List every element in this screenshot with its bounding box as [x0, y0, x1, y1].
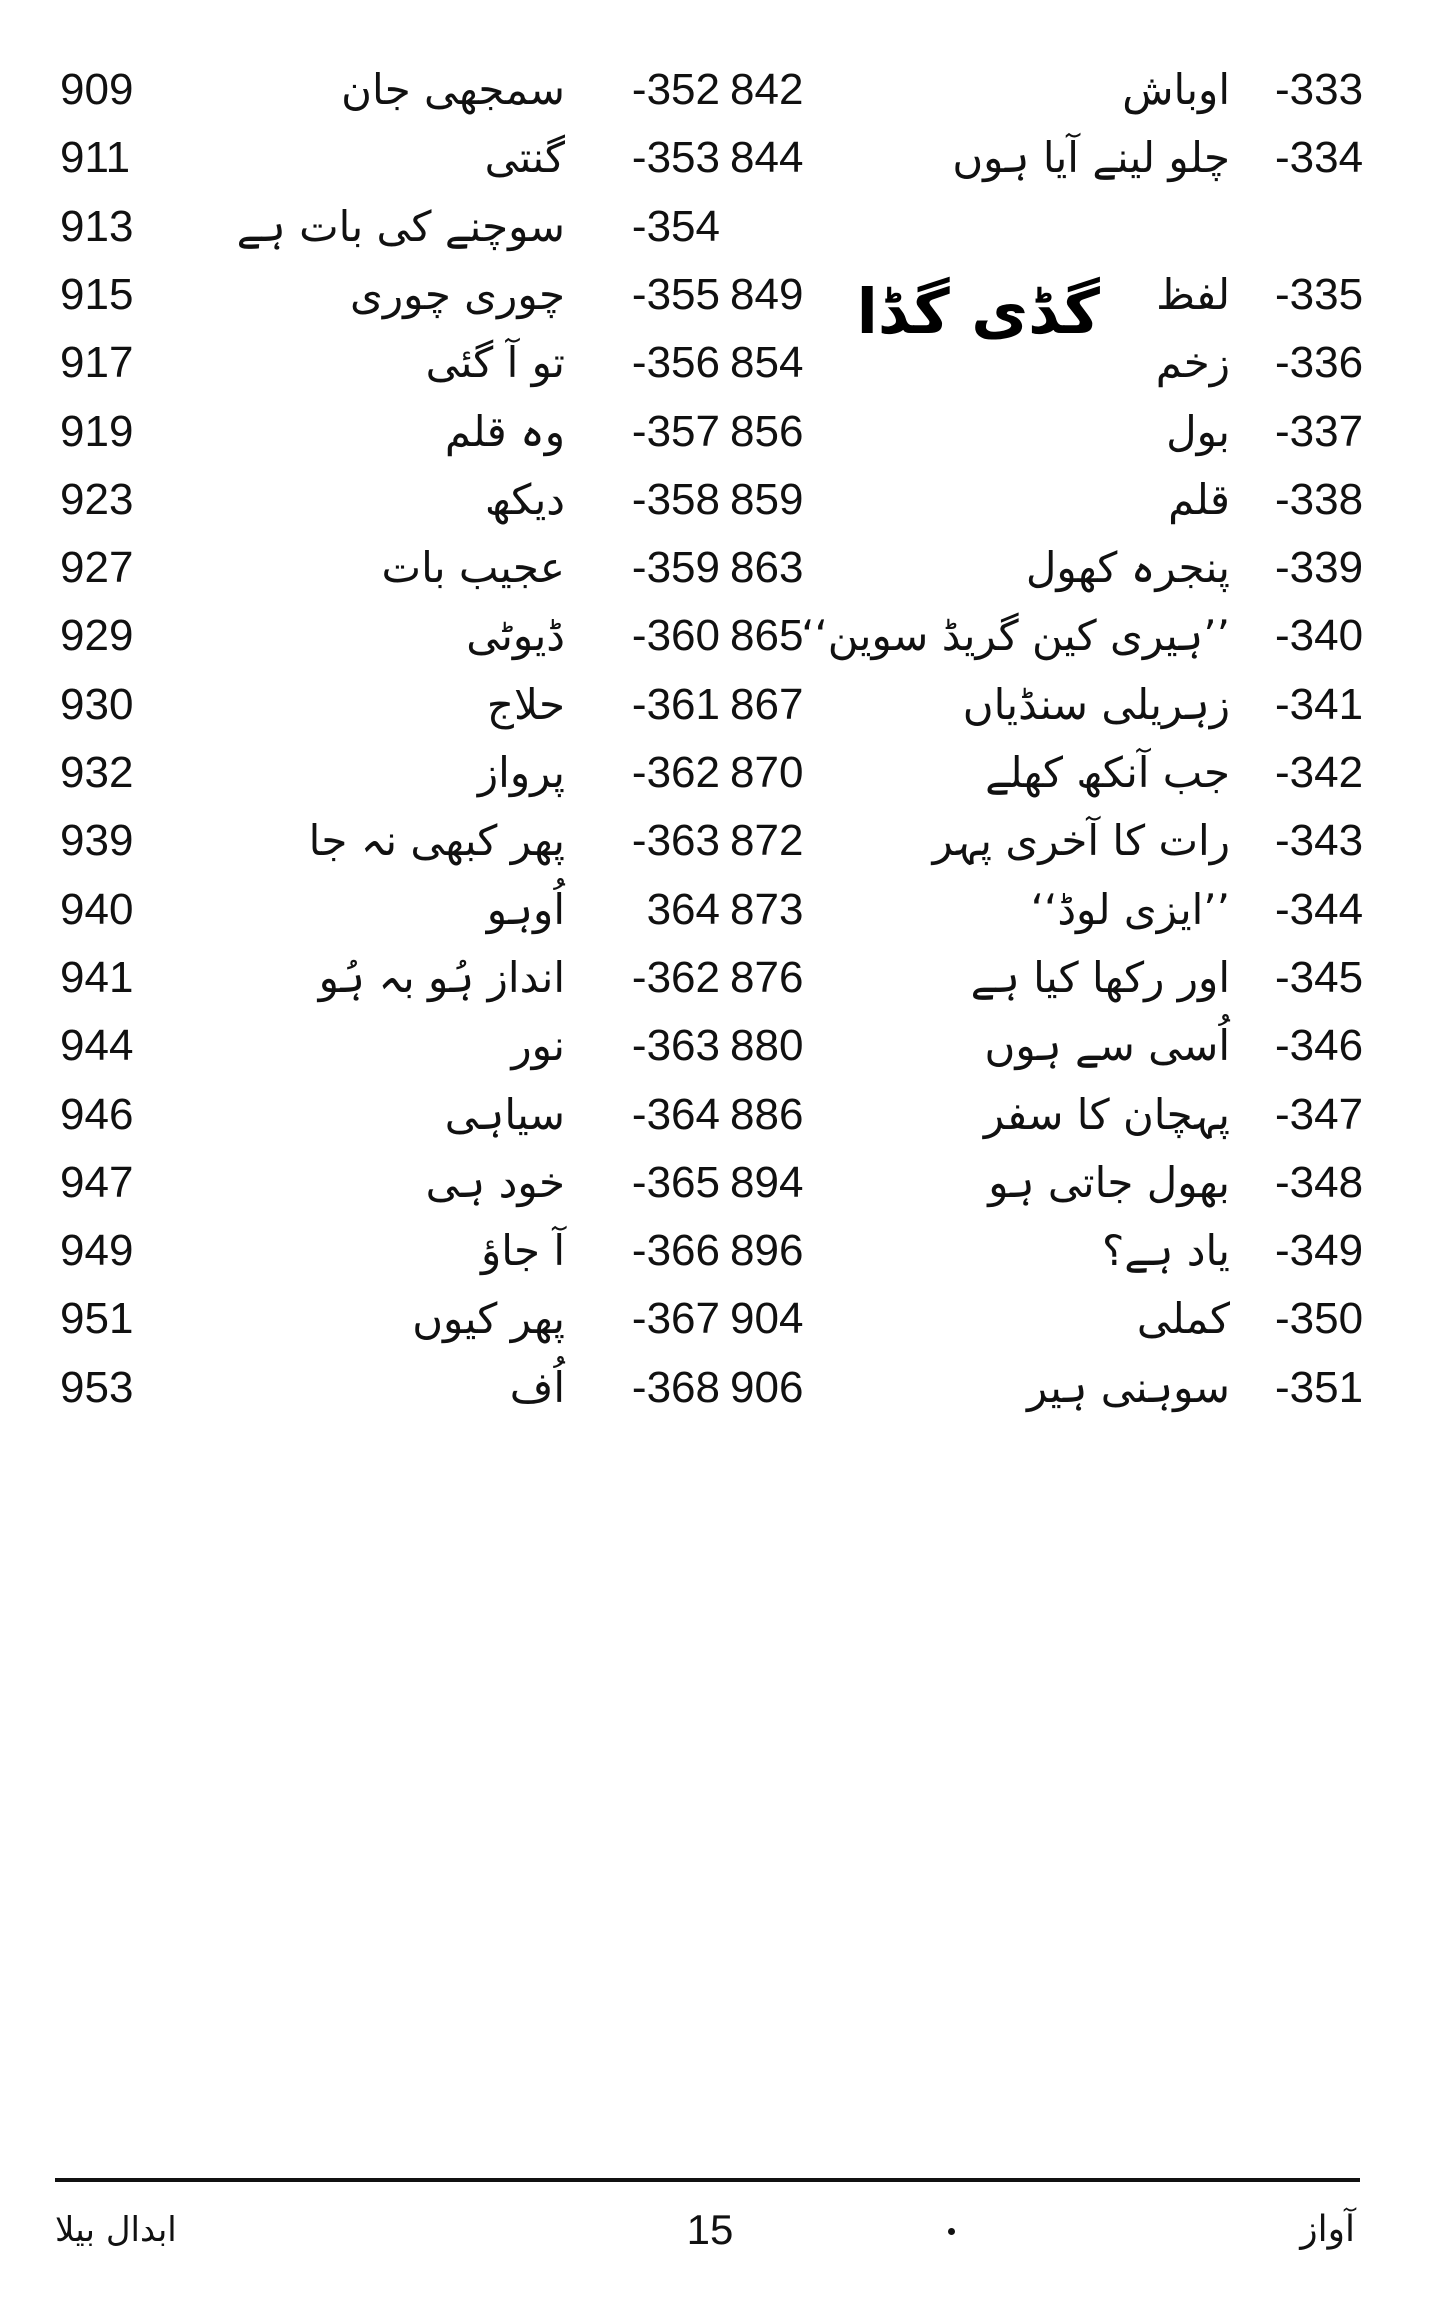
toc-left-entry-number: 364 [646, 885, 720, 934]
toc-left-title: عجیب بات [381, 543, 565, 592]
toc-right-title: بھول جاتی ہو [988, 1158, 1230, 1207]
toc-left-page-number: 940 [60, 885, 134, 934]
toc-left-title: پرواز [477, 748, 565, 797]
toc-right-entry-number: -333 [1275, 65, 1364, 114]
toc-left-page-number: 951 [60, 1294, 134, 1343]
toc-right-title: ’’ایزی لوڈ‘‘ [1030, 885, 1230, 934]
footer-page-number: 15 [686, 2206, 734, 2253]
toc-left-page-number: 953 [60, 1363, 134, 1412]
toc-left-title: اُوہو [486, 885, 565, 934]
toc-left-entry-number: -363 [631, 1021, 720, 1070]
toc-left-entry-number: -352 [631, 65, 720, 114]
toc-right-page-number: 873 [730, 885, 804, 934]
toc-left-page-number: 919 [60, 407, 134, 456]
toc-left-page-number: 915 [60, 270, 134, 319]
toc-right-title: اوباش [1122, 65, 1230, 114]
toc-left-page-number: 939 [60, 816, 134, 865]
toc-left-title: پھر کبھی نہ جا [308, 816, 565, 865]
toc-right-entry-number: -336 [1275, 338, 1364, 387]
toc-left-title: اُف [509, 1363, 565, 1412]
toc-right-page-number: 896 [730, 1226, 804, 1275]
toc-right-entry-number: -345 [1275, 953, 1364, 1002]
toc-right-title: لفظ [1156, 270, 1230, 319]
toc-right-entry-number: -334 [1275, 133, 1364, 182]
toc-right-title: سوہنی ہیر [1027, 1363, 1230, 1412]
toc-left-page-number: 927 [60, 543, 134, 592]
toc-left-page-number: 941 [60, 953, 134, 1002]
toc-right-page-number: 865 [730, 611, 804, 660]
toc-right-page-number: 844 [730, 133, 804, 182]
toc-right-entry-number: -339 [1275, 543, 1364, 592]
toc-right-title: زخم [1155, 338, 1230, 387]
toc-left-entry-number: -365 [631, 1158, 720, 1207]
toc-left-title: چوری چوری [350, 270, 565, 319]
toc-right-entry-number: -344 [1275, 885, 1364, 934]
toc-right-page-number: 863 [730, 543, 804, 592]
toc-left-title: آ جاؤ [480, 1226, 565, 1275]
toc-right-title: یاد ہے؟ [1101, 1226, 1230, 1275]
toc-right-entry-number: -340 [1275, 611, 1364, 660]
toc-right-entry-number: -342 [1275, 748, 1364, 797]
toc-right-page-number: 870 [730, 748, 804, 797]
toc-left-entry-number: -362 [631, 953, 720, 1002]
toc-right-title: زہریلی سنڈیاں [962, 680, 1230, 729]
toc-left-title: پھر کیوں [412, 1294, 565, 1343]
toc-right-title: قلم [1168, 475, 1230, 524]
toc-left-entry-number: -359 [631, 543, 720, 592]
toc-left-page-number: 911 [60, 133, 131, 182]
toc-left-entry-number: -366 [631, 1226, 720, 1275]
toc-right-entry-number: -350 [1275, 1294, 1364, 1343]
toc-left-title: ڈیوٹی [466, 611, 565, 660]
toc-right-title: جب آنکھ کھلے [985, 748, 1230, 797]
toc-left-entry-number: -360 [631, 611, 720, 660]
footer-book-title: آواز [1300, 2209, 1355, 2250]
toc-left-entry-number: -363 [631, 816, 720, 865]
toc-right-page-number: 867 [730, 680, 804, 729]
toc-left-entry-number: -353 [631, 133, 720, 182]
toc-left-entry-number: -355 [631, 270, 720, 319]
footer-dot [948, 2228, 955, 2235]
toc-right-title: پنجرہ کھول [1025, 543, 1230, 592]
toc-right-page-number: 880 [730, 1021, 804, 1070]
toc-left-page-number: 944 [60, 1021, 134, 1070]
toc-right-title: ’’ہیری کین گریڈ سوین‘‘ [801, 611, 1230, 660]
toc-left-page-number: 909 [60, 65, 134, 114]
toc-left-page-number: 913 [60, 202, 134, 251]
toc-left-entry-number: -354 [631, 202, 720, 251]
toc-right-page-number: 859 [730, 475, 804, 524]
toc-right-title: کملی [1136, 1294, 1230, 1343]
toc-right-page-number: 854 [730, 338, 804, 387]
toc-left-entry-number: -356 [631, 338, 720, 387]
toc-left-title: حلاج [486, 680, 565, 729]
toc-right-entry-number: -337 [1275, 407, 1364, 456]
toc-left-page-number: 929 [60, 611, 134, 660]
toc-left-title: سمجھی جان [341, 65, 565, 114]
toc-right-entry-number: -347 [1275, 1090, 1364, 1139]
toc-right-page-number: 904 [730, 1294, 804, 1343]
toc-left-entry-number: -368 [631, 1363, 720, 1412]
toc-left-entry-number: -361 [631, 680, 720, 729]
toc-right-entry-number: -349 [1275, 1226, 1364, 1275]
footer-author: ابدال بیلا [55, 2210, 177, 2250]
toc-left-entry-number: -367 [631, 1294, 720, 1343]
toc-right-entry-number: -343 [1275, 816, 1364, 865]
toc-right-entry-number: -348 [1275, 1158, 1364, 1207]
toc-right-page-number: 849 [730, 270, 804, 319]
toc-left-title: سیاہی [444, 1090, 565, 1139]
toc-left-entry-number: -362 [631, 748, 720, 797]
toc-left-page-number: 917 [60, 338, 134, 387]
toc-right-page-number: 886 [730, 1090, 804, 1139]
toc-left-page-number: 923 [60, 475, 134, 524]
toc-left-page-number: 949 [60, 1226, 134, 1275]
toc-right-page-number: 856 [730, 407, 804, 456]
toc-left-page-number: 930 [60, 680, 134, 729]
footer-divider [55, 2178, 1360, 2182]
section-heading: گڈی گڈا [856, 275, 1100, 348]
toc-left-entry-number: -357 [631, 407, 720, 456]
toc-right-page-number: 894 [730, 1158, 804, 1207]
toc-left-title: انداز ہُو بہ ہُو [318, 953, 565, 1002]
toc-right-page-number: 906 [730, 1363, 804, 1412]
toc-row [0, 1338, 1445, 1438]
toc-left-title: خود ہی [425, 1158, 565, 1207]
toc-right-title: بول [1166, 407, 1230, 456]
toc-left-entry-number: -364 [631, 1090, 720, 1139]
toc-right-entry-number: -351 [1275, 1363, 1364, 1412]
toc-right-title: اور رکھا کیا ہے [970, 953, 1230, 1002]
toc-left-page-number: 932 [60, 748, 134, 797]
toc-right-entry-number: -346 [1275, 1021, 1364, 1070]
toc-left-title: نور [511, 1021, 565, 1070]
toc-left-entry-number: -358 [631, 475, 720, 524]
toc-left-title: گنتی [484, 133, 565, 182]
toc-right-entry-number: -341 [1275, 680, 1364, 729]
toc-right-entry-number: -335 [1275, 270, 1364, 319]
toc-right-title: اُسی سے ہوں [984, 1021, 1230, 1070]
toc-right-title: رات کا آخری پہر [932, 816, 1230, 865]
toc-left-page-number: 947 [60, 1158, 134, 1207]
toc-right-title: پہچان کا سفر [983, 1090, 1230, 1139]
toc-left-title: تو آ گئی [425, 338, 565, 387]
toc-right-title: چلو لینے آیا ہوں [952, 133, 1230, 182]
toc-left-title: وہ قلم [444, 407, 565, 456]
toc-left-title: دیکھ [484, 475, 565, 524]
toc-left-title: سوچنے کی بات ہے [236, 202, 565, 251]
toc-right-page-number: 876 [730, 953, 804, 1002]
toc-right-entry-number: -338 [1275, 475, 1364, 524]
toc-right-page-number: 872 [730, 816, 804, 865]
toc-left-page-number: 946 [60, 1090, 134, 1139]
toc-right-page-number: 842 [730, 65, 804, 114]
